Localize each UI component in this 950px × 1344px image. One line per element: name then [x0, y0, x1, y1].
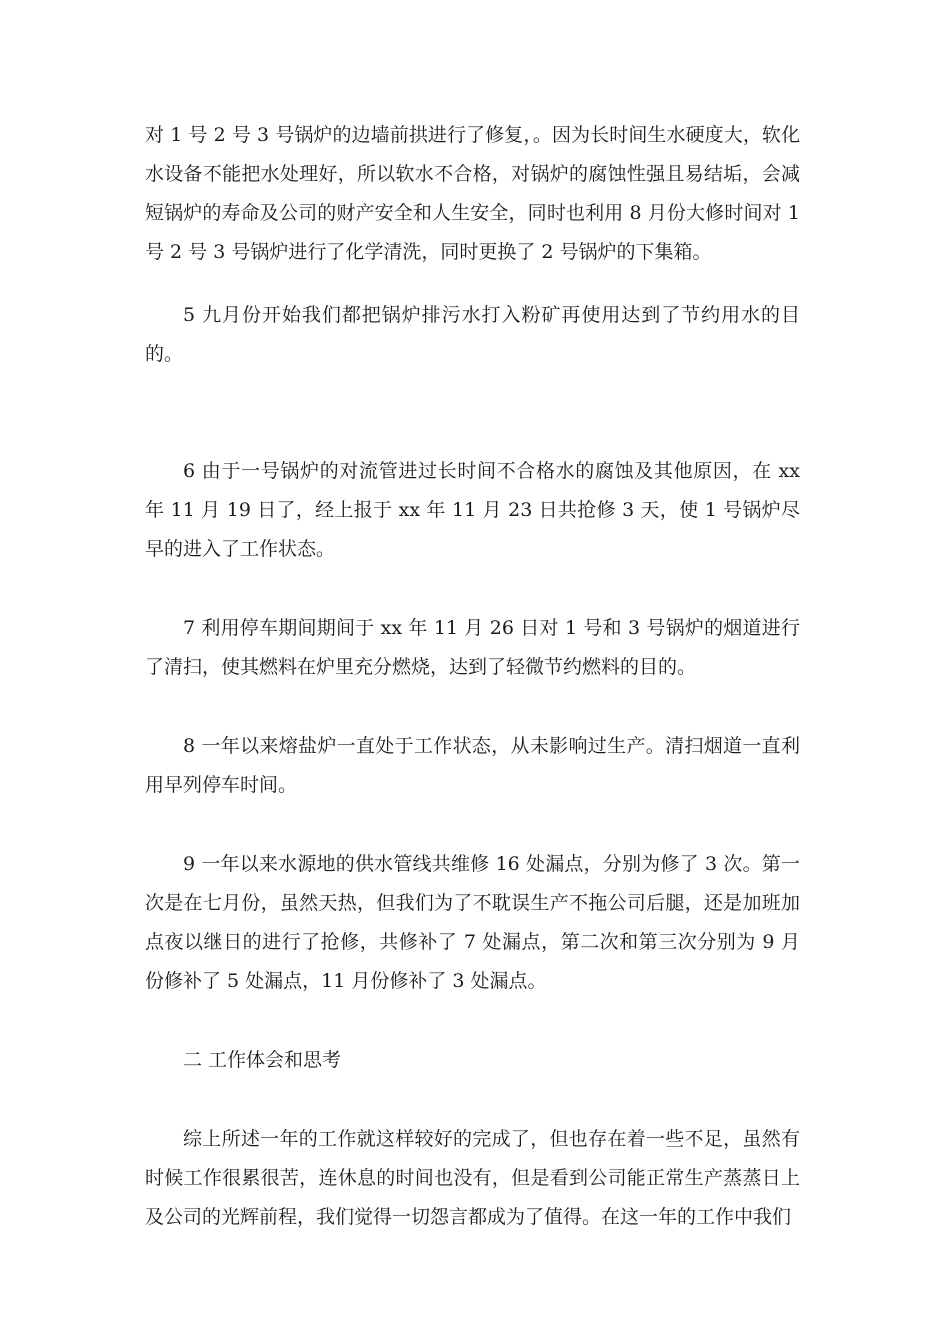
paragraph-item-6: 6 由于一号锅炉的对流管进过长时间不合格水的腐蚀及其他原因，在 xx 年 11 月 19 日了，经上报于 xx 年 11 月 23 日共抢修 3 天，使 1 号锅炉尽早的进入了工作状态。 [145, 460, 800, 560]
paragraph-item-8: 8 一年以来熔盐炉一直处于工作状态，从未影响过生产。清扫烟道一直利用早列停车时间。 [145, 735, 800, 796]
paragraph-summary: 综上所述一年的工作就这样较好的完成了，但也存在着一些不足，虽然有时候工作很累很苦，连休息的时间也没有，但是看到公司能正常生产蒸蒸日上及公司的光辉前程，我们觉得一切怨言都成为了值得。在这一年的工作中我们 [145, 1128, 800, 1228]
section-heading: 二 工作体会和思考 [183, 1049, 342, 1071]
paragraph-item-7: 7 利用停车期间期间于 xx 年 11 月 26 日对 1 号和 3 号锅炉的烟道进行了清扫，使其燃料在炉里充分燃烧，达到了轻微节约燃料的目的。 [145, 617, 800, 678]
paragraph-boiler-repair: 对 1 号 2 号 3 号锅炉的边墙前拱进行了修复，。因为长时间生水硬度大，软化水设备不能把水处理好，所以软水不合格，对锅炉的腐蚀性强且易结垢，会减短锅炉的寿命及公司的财产安全和人生安全，同时也利用 8 月份大修时间对 1 号 2 号 3 号锅炉进行了化学清洗，同时更换了 2 号锅炉的下集箱。 [145, 124, 800, 263]
paragraph-item-9: 9 一年以来水源地的供水管线共维修 16 处漏点，分别为修了 3 次。第一次是在七月份，虽然天热，但我们为了不耽误生产不拖公司后腿，还是加班加点夜以继日的进行了抢修，共修补了 7 处漏点，第二次和第三次分别为 9 月份修补了 5 处漏点，11 月份修补了 3 处漏点。 [145, 853, 800, 992]
paragraph-item-5: 5 九月份开始我们都把锅炉排污水打入粉矿再使用达到了节约用水的目的。 [145, 304, 800, 365]
